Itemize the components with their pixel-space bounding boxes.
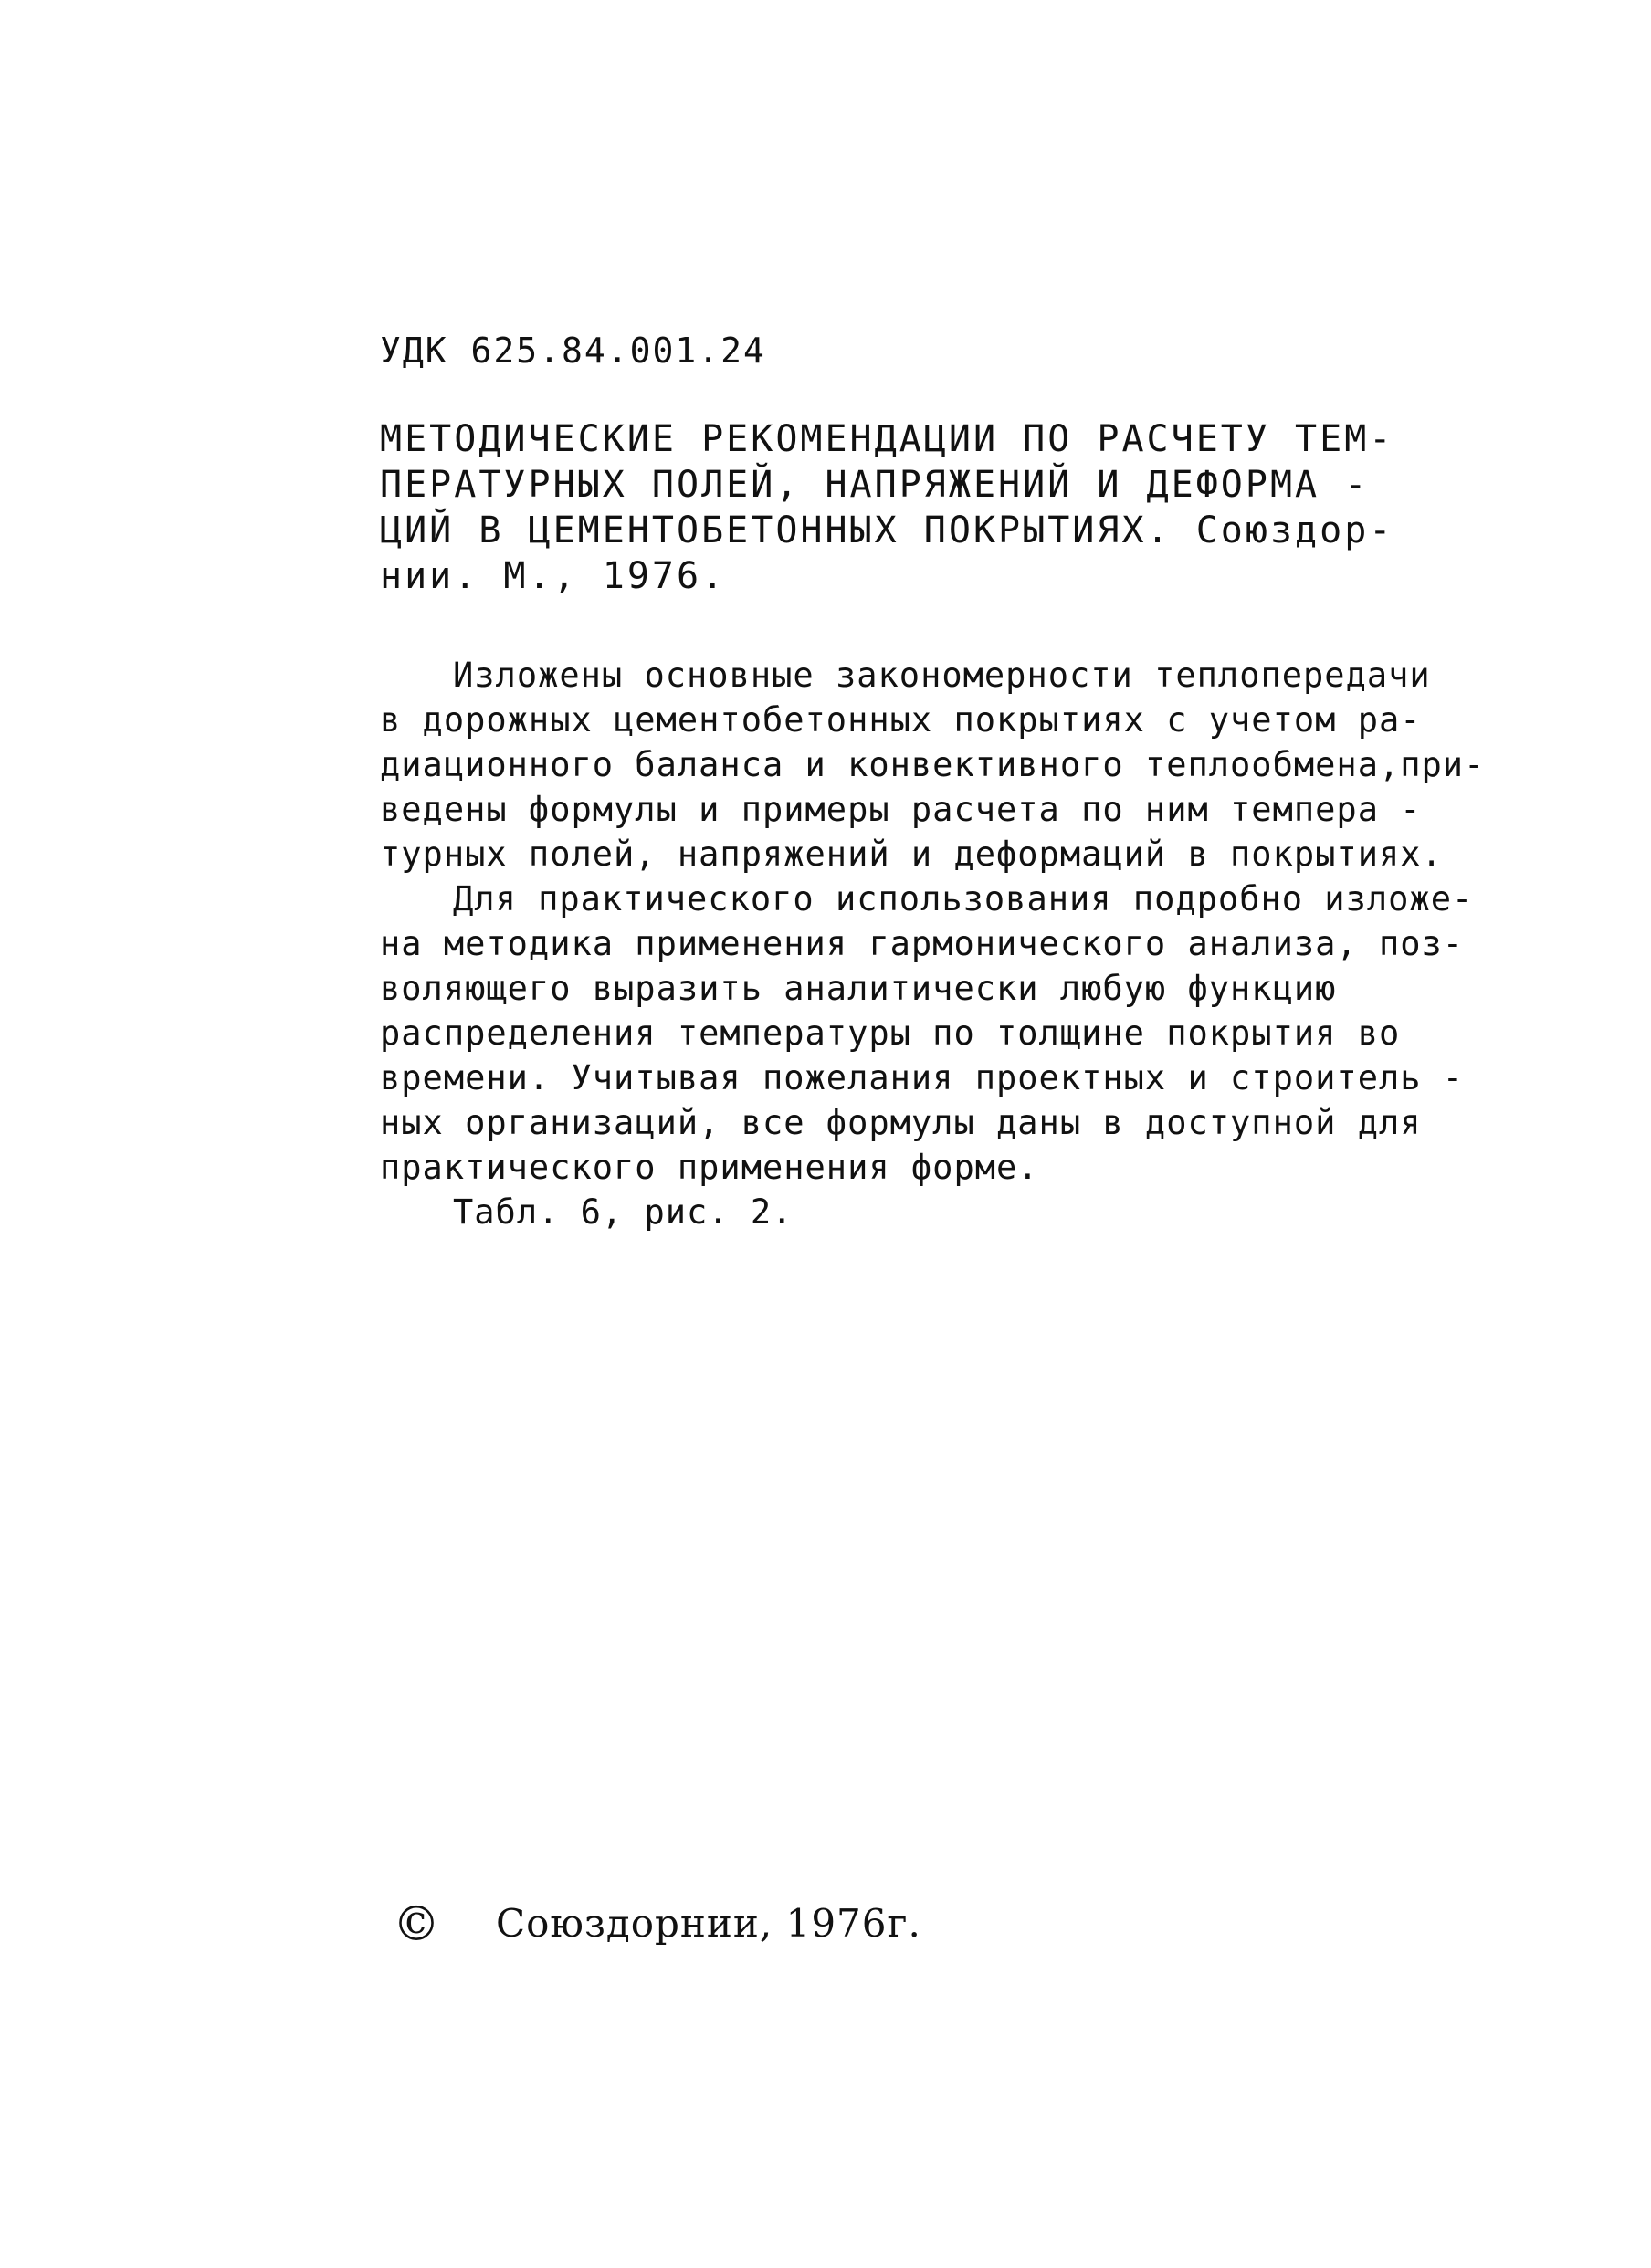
abstract-line: распределения температуры по толщине покрытия во (380, 1013, 1401, 1053)
title-line: ПЕРАТУРНЫХ ПОЛЕЙ, НАПРЯЖЕНИЙ И ДЕФОРМА - (380, 464, 1370, 506)
abstract-line: ных организаций, все формулы даны в доступной для (380, 1103, 1422, 1142)
abstract-line: практического применения форме. (380, 1148, 1039, 1187)
abstract-line: в дорожных цементобетонных покрытиях с учетом ра- (380, 700, 1422, 740)
tables-figures-note: Табл. 6, рис. 2. (453, 1192, 794, 1232)
udk-code: УДК 625.84.001.24 (380, 331, 766, 371)
abstract-line: времени. Учитывая пожелания проектных и строитель - (380, 1058, 1465, 1097)
title-line: нии. М., 1976. (380, 555, 727, 597)
abstract (380, 656, 1558, 1237)
copyright-icon: © (393, 1897, 441, 1952)
abstract-line: воляющего выразить аналитически любую функцию (380, 969, 1337, 1008)
abstract-line: на методика применения гармонического анализа, поз- (380, 924, 1465, 963)
document-title (380, 418, 1558, 601)
abstract-line: ведены формулы и примеры расчета по ним темпера - (380, 790, 1422, 829)
abstract-line: турных полей, напряжений и деформаций в покрытиях. (380, 835, 1443, 874)
title-line: ЦИЙ В ЦЕМЕНТОБЕТОННЫХ ПОКРЫТИЯХ. Союздор- (380, 509, 1394, 551)
copyright-notice (393, 1897, 921, 1952)
title-line: МЕТОДИЧЕСКИЕ РЕКОМЕНДАЦИИ ПО РАСЧЕТУ ТЕМ- (380, 418, 1394, 460)
abstract-line: Для практического использования подробно изложе- (453, 879, 1474, 919)
copyright-text: Союздорнии, 1976г. (496, 1901, 921, 1946)
abstract-line: диационного баланса и конвективного теплообмена,при- (380, 745, 1486, 784)
abstract-line: Изложены основные закономерности теплопередачи (453, 656, 1431, 695)
